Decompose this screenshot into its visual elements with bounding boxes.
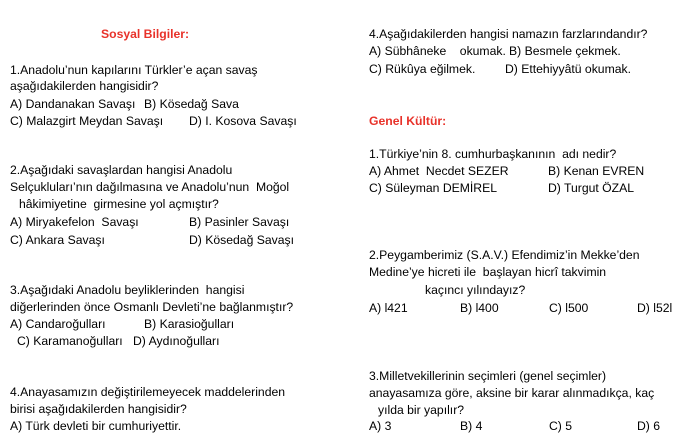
- question-4-text: 4.Anayasamızın değiştirilemeyecek maddelerinden: [10, 385, 286, 399]
- q2-option-b: B) Pasinler Savaşı: [189, 215, 290, 229]
- q2-option-a: A) Miryakefelon Savaşı: [10, 215, 139, 229]
- q3-option-b: B) Karasioğulları: [144, 317, 235, 331]
- question-2-text-cont2: hâkimiyetine girmesine yol açmıştır?: [19, 197, 219, 211]
- gk2-option-b: B) l400: [460, 301, 499, 315]
- question-1-text: 1.Anadolu’nun kapılarını Türkler’e açan savaş: [10, 63, 258, 77]
- question-4-text-cont: birisi aşağıdakilerden hangisidir?: [10, 402, 187, 416]
- gk3-option-a: A) 3: [369, 419, 392, 433]
- question-2-text-cont: Selçukluları’nın dağılmasına ve Anadolu’nun Moğol: [10, 180, 290, 194]
- gk-question-3-text-cont2: yılda bir yapılır?: [378, 403, 465, 417]
- gk-question-2-text-cont2: kaçıncı yılındayız?: [425, 283, 526, 297]
- gk-question-3-text: 3.Milletvekillerinin seçimleri (genel seçimler): [369, 369, 607, 383]
- gk3-option-c: C) 5: [549, 419, 573, 433]
- r4-option-b: B) Besmele çekmek.: [509, 44, 621, 58]
- q2-option-d: D) Kösedağ Savaşı: [189, 233, 295, 247]
- q4-option-a: A) Türk devleti bir cumhuriyettir.: [10, 419, 182, 433]
- q2-option-c: C) Ankara Savaşı: [10, 233, 105, 247]
- gk-question-1-text: 1.Türkiye’nin 8. cumhurbaşkanının adı nedir?: [369, 147, 617, 161]
- gk1-option-a: A) Ahmet Necdet SEZER: [369, 164, 509, 178]
- q1-option-b: B) Kösedağ Sava: [144, 97, 239, 111]
- gk-question-2-text-cont: Medine’ye hicreti ile başlayan hicrî takvimin: [369, 265, 607, 279]
- gk1-option-c: C) Süleyman DEMİREL: [369, 181, 498, 195]
- gk2-option-c: C) l500: [549, 301, 589, 315]
- r4-option-c: C) Rükûya eğilmek.: [369, 62, 476, 76]
- gk1-option-b: B) Kenan EVREN: [548, 164, 645, 178]
- q3-option-c: C) Karamanoğulları: [17, 334, 123, 348]
- gk2-option-a: A) l421: [369, 301, 408, 315]
- q3-option-a: A) Candaroğulları: [10, 317, 106, 331]
- question-3-text: 3.Aşağıdaki Anadolu beyliklerinden hangisi: [10, 283, 245, 297]
- gk2-option-d: D) l52l: [637, 301, 673, 315]
- gk3-option-d: D) 6: [637, 419, 661, 433]
- gk1-option-d: D) Turgut ÖZAL: [548, 181, 635, 195]
- r4-option-a: A) Sübhâneke okumak.: [369, 44, 506, 58]
- r4-option-d: D) Ettehiyyâtü okumak.: [505, 62, 631, 76]
- section-heading-social: Sosyal Bilgiler:: [101, 27, 190, 41]
- question-3-text-cont: diğerlerinden önce Osmanlı Devleti’ne bağlanmıştır?: [10, 300, 294, 314]
- q3-option-d: D) Aydınoğulları: [133, 334, 220, 348]
- q1-option-a: A) Dandanakan Savaşı: [10, 97, 136, 111]
- section-heading-general: Genel Kültür:: [369, 114, 447, 128]
- question-2-text: 2.Aşağıdaki savaşlardan hangisi Anadolu: [10, 163, 233, 177]
- gk-question-3-text-cont: anayasamıza göre, aksine bir karar alınmadıkça, kaç: [369, 386, 655, 400]
- gk-question-2-text: 2.Peygamberimiz (S.A.V.) Efendimiz’in Mekke’den: [369, 248, 640, 262]
- q1-option-d: D) I. Kosova Savaşı: [189, 114, 297, 128]
- right-question-4-text: 4.Aşağıdakilerden hangisi namazın farzlarındandır?: [369, 27, 648, 41]
- q1-option-c: C) Malazgirt Meydan Savaşı: [10, 114, 164, 128]
- gk3-option-b: B) 4: [460, 419, 483, 433]
- question-1-text-cont: aşağıdakilerden hangisidir?: [10, 79, 159, 93]
